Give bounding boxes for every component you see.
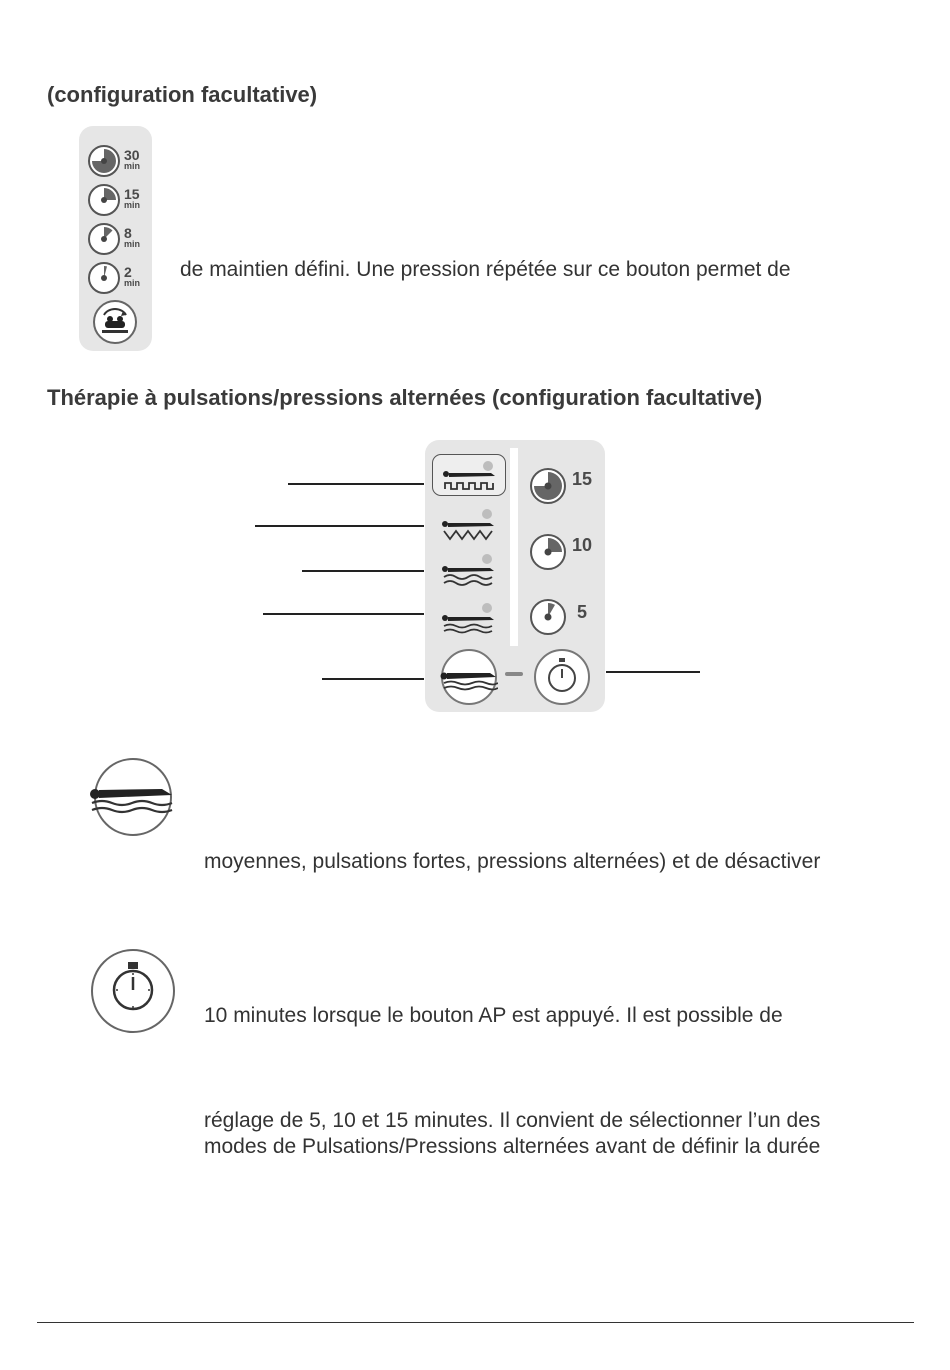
hold-description-text: de maintien défini. Une pression répétée sur ce bouton permet de	[180, 258, 791, 281]
hold-mode-icon	[92, 299, 138, 345]
timer-setting-text-line1: réglage de 5, 10 et 15 minutes. Il convient de sélectionner l’un des	[204, 1109, 821, 1132]
leader-line	[263, 613, 424, 615]
stopwatch-icon	[533, 648, 591, 706]
timer-15-button[interactable]	[87, 183, 140, 217]
status-led	[482, 603, 492, 613]
timer-2-icon	[87, 261, 121, 295]
timer-5-label: 5	[577, 602, 588, 622]
pulsation-soft-icon	[441, 469, 499, 493]
timer-value: 15	[124, 186, 140, 202]
timer-8-button[interactable]	[87, 222, 140, 256]
ap-button[interactable]	[440, 648, 498, 711]
timer-setting-text-line2: modes de Pulsations/Pressions alternées avant de définir la durée	[204, 1135, 821, 1158]
alternating-pressure-button[interactable]	[432, 597, 504, 637]
footer-rule	[37, 1322, 914, 1323]
timer-10-label: 10	[572, 535, 593, 555]
hold-mode-button[interactable]	[92, 299, 138, 345]
pulsation-medium-icon	[440, 519, 498, 543]
timer-10-icon	[528, 532, 568, 572]
stopwatch-icon	[89, 947, 177, 1035]
timer-15-icon	[87, 183, 121, 217]
status-led	[482, 509, 492, 519]
stopwatch-illustration	[89, 947, 177, 1040]
leader-line	[302, 570, 424, 572]
section-heading-pulsation: Thérapie à pulsations/pressions alternées (configuration facultative)	[47, 385, 763, 410]
timer-10-button[interactable]	[528, 532, 568, 577]
timer-unit: min	[124, 161, 141, 171]
pulsation-strong-icon	[440, 564, 498, 588]
stopwatch-button[interactable]	[533, 648, 591, 711]
leader-line	[606, 671, 700, 673]
timer-5-button[interactable]	[528, 597, 568, 642]
alternating-pressure-icon	[440, 613, 498, 637]
timer-panel	[79, 126, 152, 351]
panel-divider	[510, 448, 518, 646]
timer-value: 8	[124, 225, 132, 241]
pulsation-strong-button[interactable]	[432, 550, 504, 590]
timer-unit: min	[124, 200, 141, 210]
connector-dash	[505, 672, 523, 676]
ap-description-text: moyennes, pulsations fortes, pressions alternées) et de désactiver	[204, 850, 821, 873]
timer-unit: min	[124, 278, 141, 288]
timer-value: 2	[124, 264, 132, 280]
pulsation-medium-button[interactable]	[432, 505, 504, 545]
timer-8-icon	[87, 222, 121, 256]
timer-15-button[interactable]	[528, 466, 568, 511]
leader-line	[288, 483, 424, 485]
timer-value: 30	[124, 147, 140, 163]
section-heading-optional: (configuration facultative)	[47, 82, 318, 107]
timer-30-icon	[87, 144, 121, 178]
status-led	[482, 554, 492, 564]
timer-30-button[interactable]	[87, 144, 140, 178]
ap-mode-icon	[88, 757, 176, 839]
leader-line	[322, 678, 424, 680]
pulsation-soft-button[interactable]	[432, 454, 506, 496]
timer-description-text: 10 minutes lorsque le bouton AP est appuyé. Il est possible de	[204, 1004, 783, 1027]
timer-15-label: 15	[572, 469, 593, 489]
ap-button-illustration	[88, 757, 176, 844]
timer-unit: min	[124, 239, 141, 249]
ap-mode-icon	[440, 648, 498, 706]
timer-15-icon	[528, 466, 568, 506]
timer-2-button[interactable]	[87, 261, 140, 295]
timer-5-icon	[528, 597, 568, 637]
leader-line	[255, 525, 424, 527]
